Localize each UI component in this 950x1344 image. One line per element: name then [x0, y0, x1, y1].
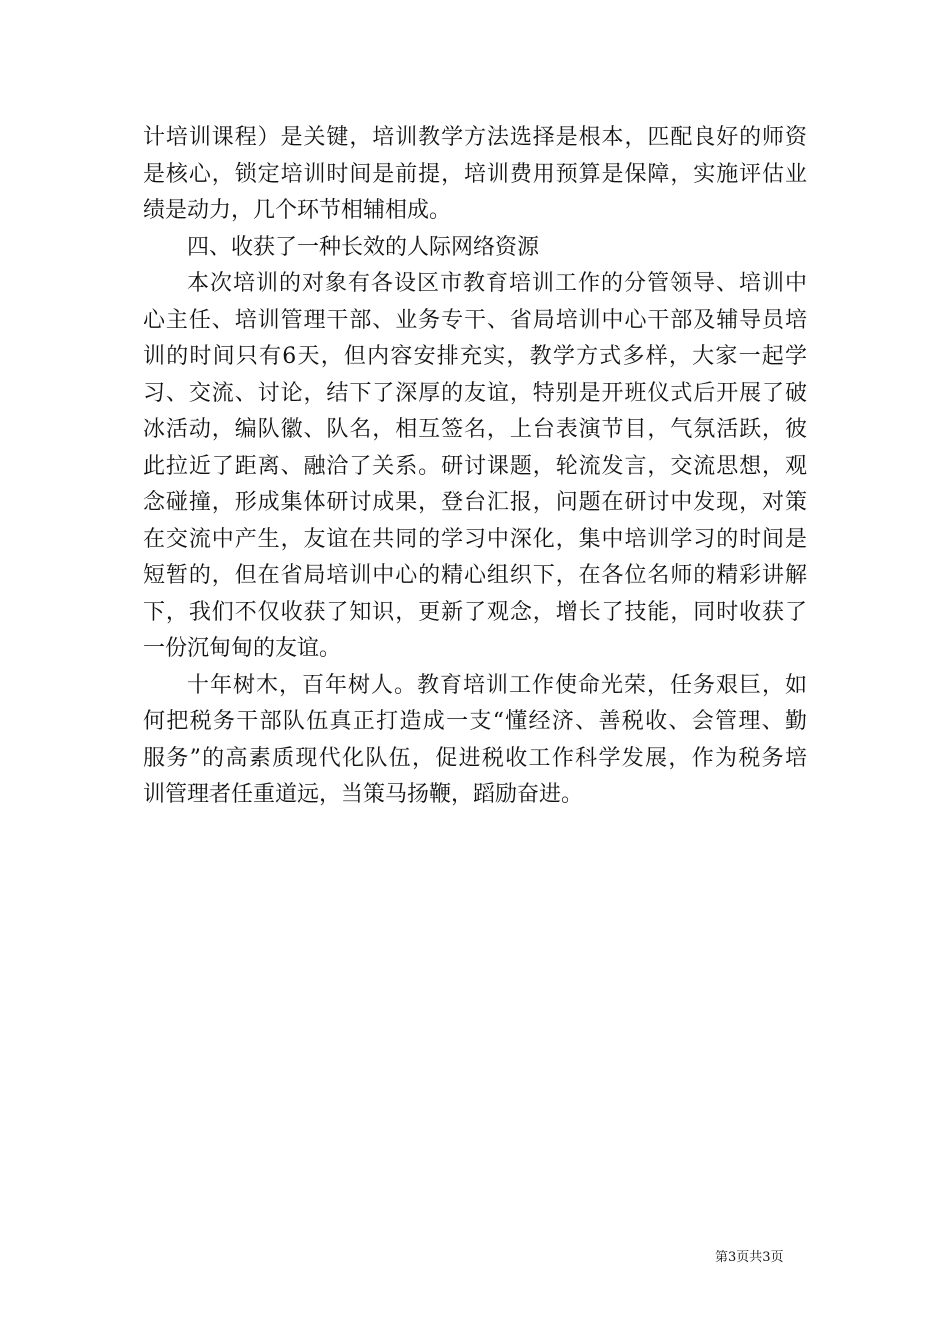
text-line: 本次培训的对象有各设区市教育培训工作的分管领导、培训中: [187, 271, 807, 296]
paragraph: [143, 668, 807, 814]
text-line: 心主任、培训管理干部、业务专干、省局培训中心干部及辅导员培: [143, 307, 807, 333]
text-line: 短暂的，但在省局培训中心的精心组织下，在各位名师的精彩讲解: [143, 563, 807, 588]
text-line: 一份沉甸甸的友谊。: [143, 636, 342, 661]
document-body: [143, 120, 807, 814]
text-line: 训管理者任重道远，当策马扬鞭，蹈励奋进。: [143, 782, 584, 807]
text-line: 训的时间只有6天，但内容安排充实，教学方式多样，大家一起学: [143, 344, 807, 369]
text-line: 十年树木，百年树人。教育培训工作使命光荣，任务艰巨，如: [187, 672, 807, 698]
text-line: 计培训课程）是关键，培训教学方法选择是根本，匹配良好的师资: [143, 125, 807, 150]
text-line: 下，我们不仅收获了知识，更新了观念，增长了技能，同时收获了: [143, 599, 807, 625]
page-number-footer: 第3页共3页: [715, 1250, 784, 1265]
paragraph: [143, 266, 807, 668]
text-line: 服务”的高素质现代化队伍，促进税收工作科学发展，作为税务培: [143, 745, 807, 771]
text-line: 绩是动力，几个环节相辅相成。: [143, 198, 452, 223]
text-line: 何把税务干部队伍真正打造成一支“懂经济、善税收、会管理、勤: [143, 709, 807, 734]
text-line: 念碰撞，形成集体研讨成果，登台汇报，问题在研讨中发现，对策: [143, 490, 807, 515]
section-heading: [143, 230, 807, 267]
text-line: 冰活动，编队徽、队名，相互签名，上台表演节目，气氛活跃，彼: [143, 417, 807, 442]
text-line: 习、交流、讨论，结下了深厚的友谊，特别是开班仪式后开展了破: [143, 380, 807, 406]
paragraph: [143, 120, 807, 230]
text-line: 在交流中产生，友谊在共同的学习中深化，集中培训学习的时间是: [143, 526, 807, 552]
text-line: 是核心，锁定培训时间是前提，培训费用预算是保障，实施评估业: [143, 161, 807, 187]
text-line: 此拉近了距离、融洽了关系。研讨课题，轮流发言，交流思想，观: [143, 453, 807, 479]
heading-line: 四、收获了一种长效的人际网络资源: [187, 234, 540, 260]
